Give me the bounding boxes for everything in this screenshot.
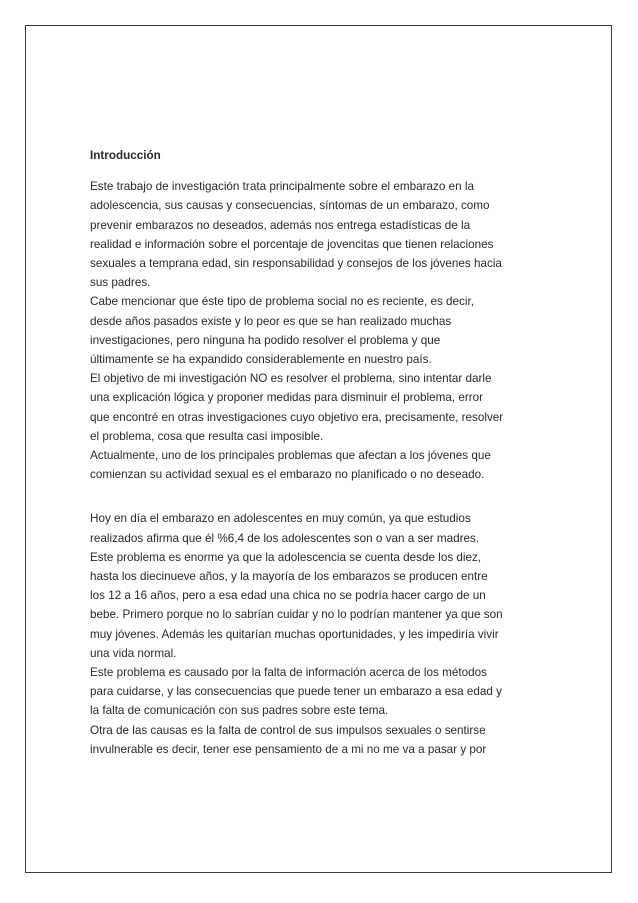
text-line: el problema, cosa que resulta casi imposible. bbox=[90, 429, 324, 443]
paragraph-gap bbox=[90, 484, 552, 509]
text-line: que encontré en otras investigaciones cuyo objetivo era, precisamente, resolver bbox=[90, 410, 504, 424]
text-line: últimamente se ha expandido considerablemente en nuestro país. bbox=[90, 353, 432, 367]
text-line: invulnerable es decir, tener ese pensamiento de a mi no me va a pasar y por bbox=[90, 742, 487, 756]
text-line: realidad e información sobre el porcentaje de jovencitas que tienen relaciones bbox=[90, 237, 494, 251]
text-line: sexuales a temprana edad, sin responsabilidad y consejos de los jóvenes hacia bbox=[90, 257, 502, 271]
text-line: muy jóvenes. Además les quitarían muchas oportunidades, y les impediría vivir bbox=[90, 627, 499, 641]
paragraph-section-1 bbox=[90, 177, 552, 484]
text-line: una explicación lógica y proponer medidas para disminuir el problema, error bbox=[90, 391, 484, 405]
paragraph-section-2 bbox=[90, 509, 552, 759]
text-line: los 12 a 16 años, pero a esa edad una chica no se podría hacer cargo de un bbox=[90, 589, 486, 603]
text-line: Cabe mencionar que éste tipo de problema social no es reciente, es decir, bbox=[90, 295, 474, 309]
text-line: hasta los diecinueve años, y la mayoría de los embarazos se producen entre bbox=[90, 570, 488, 584]
text-line: Actualmente, uno de los principales problemas que afectan a los jóvenes que bbox=[90, 449, 491, 463]
text-line: una vida normal. bbox=[90, 646, 177, 660]
text-line: la falta de comunicación con sus padres sobre este tema. bbox=[90, 704, 389, 718]
text-line: Este trabajo de investigación trata principalmente sobre el embarazo en la bbox=[90, 180, 474, 194]
text-line: Este problema es enorme ya que la adolescencia se cuenta desde los diez, bbox=[90, 550, 482, 564]
text-line: realizados afirma que él %6,4 de los adolescentes son o van a ser madres. bbox=[90, 531, 480, 545]
text-line: Hoy en día el embarazo en adolescentes en muy común, ya que estudios bbox=[90, 512, 471, 526]
text-line: adolescencia, sus causas y consecuencias, síntomas de un embarazo, como bbox=[90, 199, 490, 213]
text-line: desde años pasados existe y lo peor es que se han realizado muchas bbox=[90, 314, 452, 328]
document-body bbox=[90, 146, 552, 759]
text-line: Otra de las causas es la falta de control de sus impulsos sexuales o sentirse bbox=[90, 723, 486, 737]
text-line: El objetivo de mi investigación NO es resolver el problema, sino intentar darle bbox=[90, 372, 492, 386]
text-line: Este problema es causado por la falta de información acerca de los métodos bbox=[90, 666, 487, 680]
text-line: comienzan su actividad sexual es el embarazo no planificado o no deseado. bbox=[90, 468, 485, 482]
text-line: para cuidarse, y las consecuencias que puede tener un embarazo a esa edad y bbox=[90, 685, 502, 699]
text-line: bebe. Primero porque no lo sabrían cuidar y no lo podrían mantener ya que son bbox=[90, 608, 503, 622]
text-line: sus padres. bbox=[90, 276, 151, 290]
document-title: Introducción bbox=[90, 149, 161, 162]
text-line: prevenir embarazos no deseados, además nos entrega estadísticas de la bbox=[90, 218, 471, 232]
text-line: investigaciones, pero ninguna ha podido resolver el problema y que bbox=[90, 333, 441, 347]
